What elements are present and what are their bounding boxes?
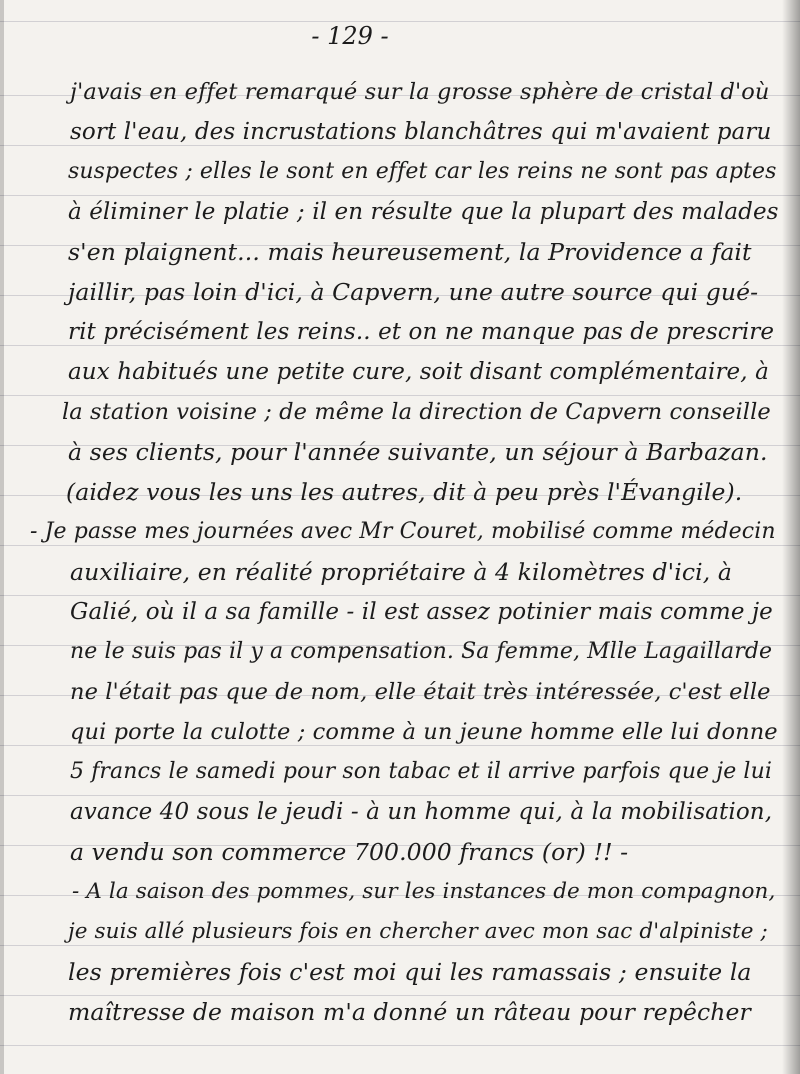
text-line: à ses clients, pour l'année suivante, un séjour à Barbazan. <box>68 438 768 466</box>
text-line: - Je passe mes journées avec Mr Couret, mobilisé comme médecin <box>30 519 776 544</box>
text-line: auxiliaire, en réalité propriétaire à 4 kilomètres d'ici, à <box>70 558 732 586</box>
text-line: s'en plaignent... mais heureusement, la Providence a fait <box>68 238 752 266</box>
text-line: ne le suis pas il y a compensation. Sa femme, Mlle Lagaillarde <box>70 639 773 664</box>
page-number: - 129 - <box>311 22 389 50</box>
text-line: à éliminer le platie ; il en résulte que la plupart des malades <box>68 199 779 225</box>
text-line: je suis allé plusieurs fois en chercher avec mon sac d'alpiniste ; <box>68 919 768 944</box>
text-line: - A la saison des pommes, sur les instances de mon compagnon, <box>72 879 776 904</box>
page-binding-shadow <box>782 0 800 1074</box>
text-line: 5 francs le samedi pour son tabac et il arrive parfois que je lui <box>70 759 772 784</box>
text-line: ne l'était pas que de nom, elle était très intéressée, c'est elle <box>70 679 771 705</box>
text-line: (aidez vous les uns les autres, dit à peu près l'Évangile). <box>66 478 743 506</box>
text-line: avance 40 sous le jeudi - à un homme qui, à la mobilisation, <box>70 799 773 825</box>
text-line: maîtresse de maison m'a donné un râteau pour repêcher <box>68 998 751 1026</box>
text-line: qui porte la culotte ; comme à un jeune homme elle lui donne <box>70 719 778 745</box>
text-line: suspectes ; elles le sont en effet car les reins ne sont pas aptes <box>68 159 777 184</box>
text-line: la station voisine ; de même la direction de Capvern conseille <box>62 399 771 425</box>
text-line: rit précisément les reins.. et on ne manque pas de prescrire <box>68 319 775 345</box>
text-line: j'avais en effet remarqué sur la grosse sphère de cristal d'où <box>70 79 770 105</box>
text-line: sort l'eau, des incrustations blanchâtres qui m'avaient paru <box>70 119 772 145</box>
page-left-edge <box>0 0 4 1074</box>
text-line: les premières fois c'est moi qui les ramassais ; ensuite la <box>68 958 752 986</box>
text-line: a vendu son commerce 700.000 francs (or) !! - <box>70 838 629 866</box>
text-line: aux habitués une petite cure, soit disant complémentaire, à <box>68 359 769 385</box>
text-line: jaillir, pas loin d'ici, à Capvern, une autre source qui gué- <box>68 278 759 306</box>
text-line: Galié, où il a sa famille - il est assez potinier mais comme je <box>70 599 773 625</box>
